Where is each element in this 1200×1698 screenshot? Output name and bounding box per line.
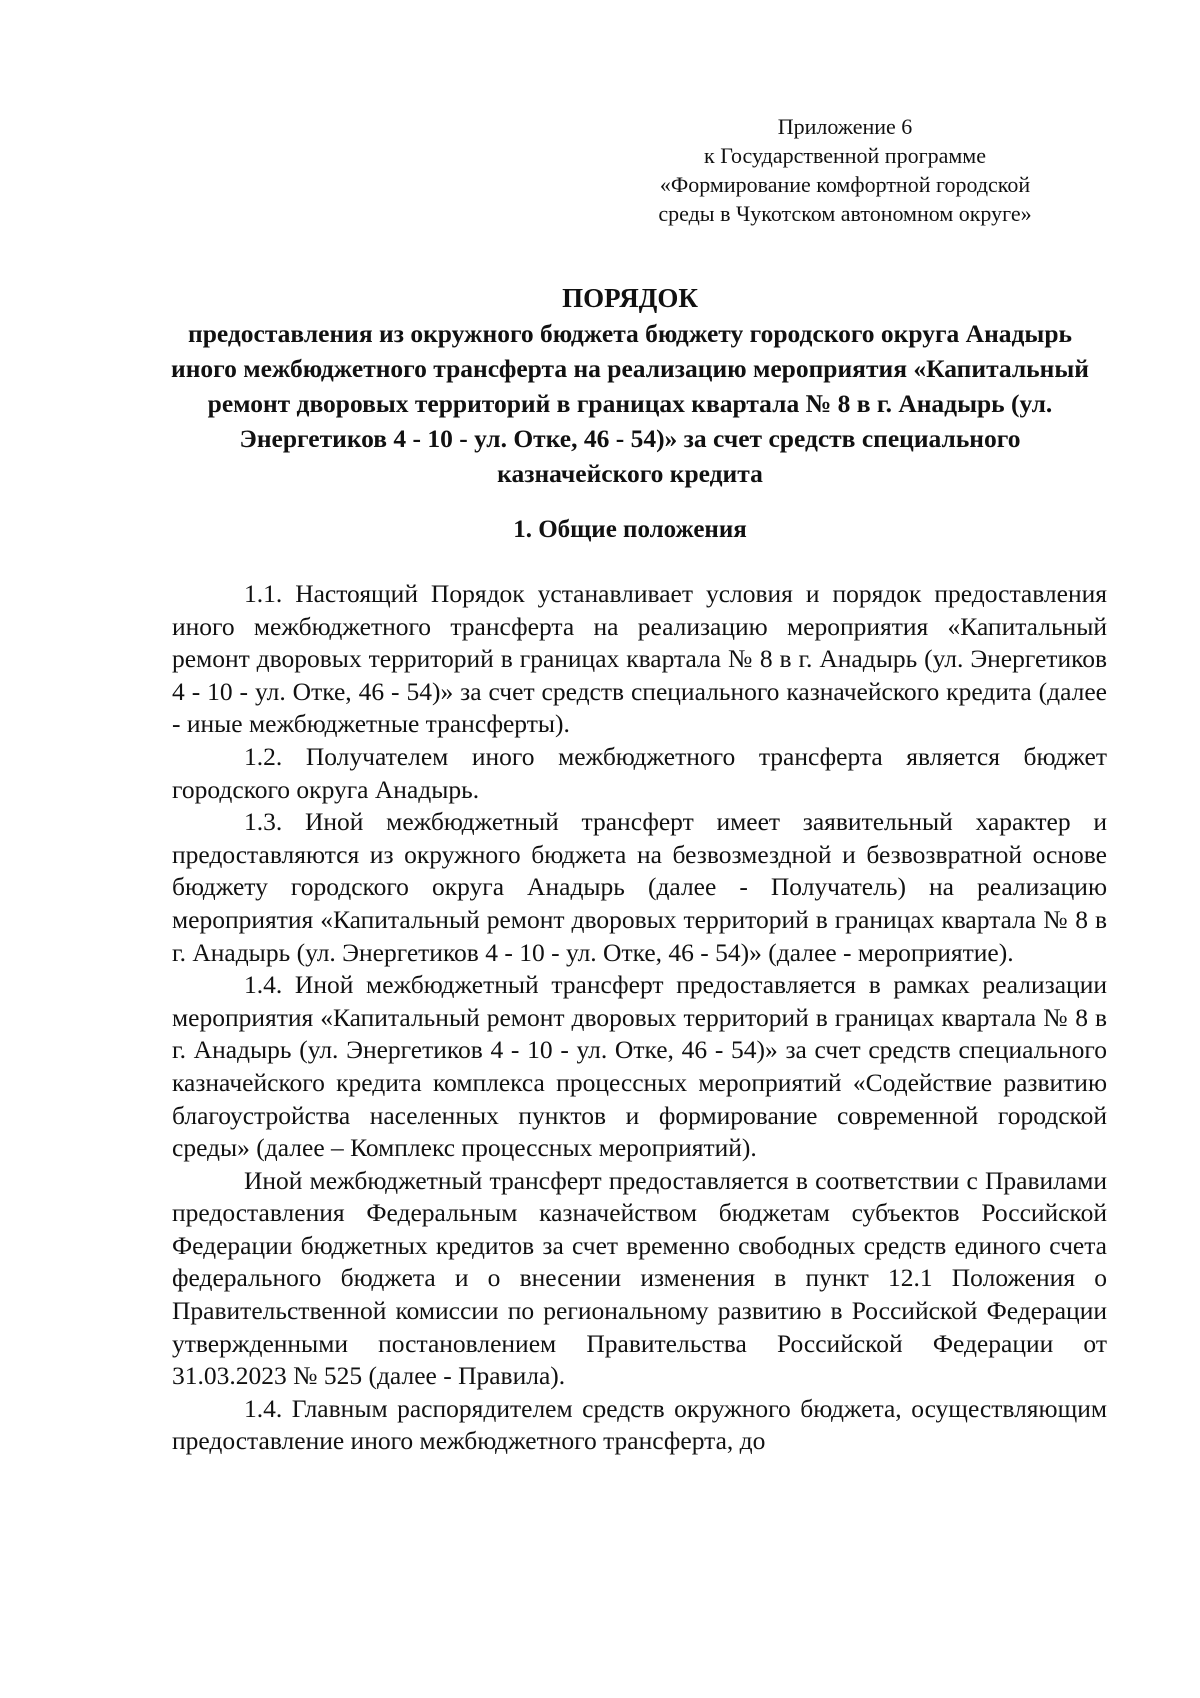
appendix-line-2: к Государственной программе — [704, 143, 986, 168]
section-heading: 1. Общие положения — [513, 516, 747, 543]
appendix-note — [640, 112, 1050, 228]
document-title-block — [160, 280, 1100, 491]
section-body — [172, 578, 1107, 1458]
paragraph-1-4-main-administrator: 1.4. Главным распорядителем средств окружного бюджета, осуществляющим предоставление иного межбюджетного трансферта, до — [172, 1393, 1107, 1456]
paragraph-1-1: 1.1. Настоящий Порядок устанавливает условия и порядок предоставления иного межбюджетного трансферта на реализацию мероприятия «Капитальный ремонт дворовых территорий в границах квартала № 8 в г. Анадырь (ул. Энергетиков 4 - 10 - ул. Отке, 46 - 54)» за счет средств специального казначейского кредита (далее - иные межбюджетные трансферты). — [172, 579, 1107, 739]
document-title: ПОРЯДОК — [562, 283, 698, 313]
appendix-line-4: среды в Чукотском автономном округе» — [658, 201, 1032, 226]
paragraph-rules: Иной межбюджетный трансферт предоставляется в соответствии с Правилами предоставления Федеральным казначейством бюджетам субъектов Российской Федерации бюджетных кредитов за счет временно свободных средств единого счета федерального бюджета и о внесении изменения в пункт 12.1 Положения о Правительственной комиссии по региональному развитию в Российской Федерации утвержденными постановлением Правительства Российской Федерации от 31.03.2023 № 525 (далее - Правила). — [172, 1165, 1107, 1391]
paragraph-1-4: 1.4. Иной межбюджетный трансферт предоставляется в рамках реализации мероприятия «Капитальный ремонт дворовых территорий в границах квартала № 8 в г. Анадырь (ул. Энергетиков 4 - 10 - ул. Отке, 46 - 54)» за счет средств специального казначейского кредита комплекса процессных мероприятий «Содействие развитию благоустройства населенных пунктов и формирование современной городской среды» (далее – Комплекс процессных мероприятий). — [172, 970, 1107, 1163]
document-subtitle: предоставления из окружного бюджета бюджету городского округа Анадырь иного межбюджетного трансферта на реализацию мероприятия «Капитальный ремонт дворовых территорий в границах квартала № 8 в г. Анадырь (ул. Энергетиков 4 - 10 - ул. Отке, 46 - 54)» за счет средств специального казначейского кредита — [171, 319, 1089, 488]
appendix-line-1: Приложение 6 — [777, 114, 913, 139]
paragraph-1-2: 1.2. Получателем иного межбюджетного трансферта является бюджет городского округа Анадырь. — [172, 741, 1107, 804]
appendix-line-3: «Формирование комфортной городской — [659, 172, 1031, 197]
paragraph-1-3: 1.3. Иной межбюджетный трансферт имеет заявительный характер и предоставляются из окружного бюджета на безвозмездной и безвозвратной основе бюджету городского округа Анадырь (далее - Получатель) на реализацию мероприятия «Капитальный ремонт дворовых территорий в границах квартала № 8 в г. Анадырь (ул. Энергетиков 4 - 10 - ул. Отке, 46 - 54)» (далее - мероприятие). — [172, 807, 1107, 967]
